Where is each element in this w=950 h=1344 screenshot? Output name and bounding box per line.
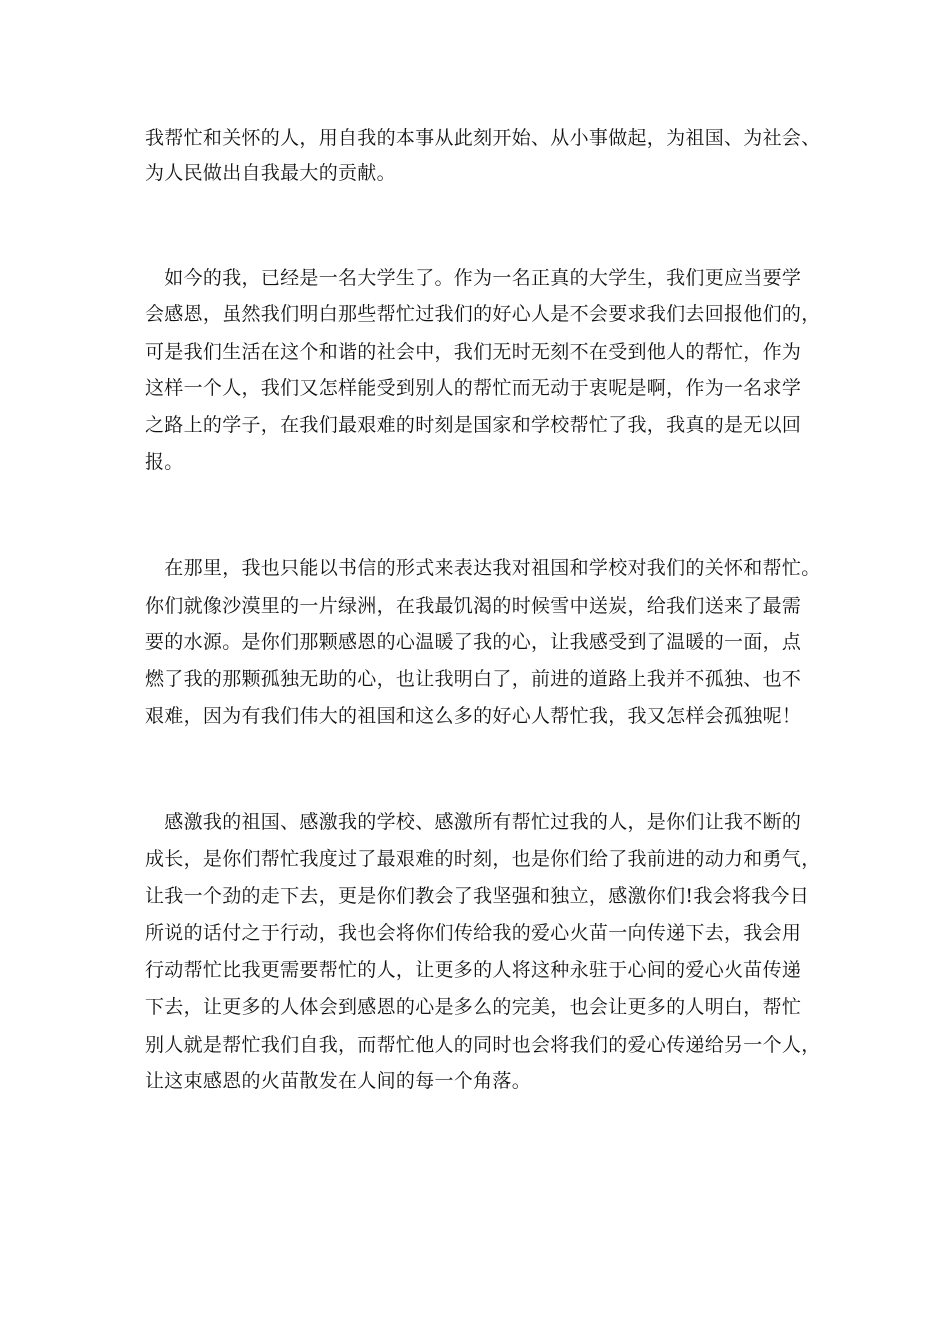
text-line: 我帮忙和关怀的人，用自我的本事从此刻开始、从小事做起，为祖国、为社会、 — [145, 127, 821, 149]
text-line: 在那里，我也只能以书信的形式来表达我对祖国和学校对我们的关怀和帮忙。 — [145, 557, 821, 579]
text-line: 让我一个劲的走下去，更是你们教会了我坚强和独立，感激你们!我会将我今日 — [145, 885, 810, 907]
text-line: 艰难，因为有我们伟大的祖国和这么多的好心人帮忙我，我又怎样会孤独呢！ — [145, 705, 802, 727]
text-line: 你们就像沙漠里的一片绿洲，在我最饥渴的时候雪中送炭，给我们送来了最需 — [145, 595, 802, 617]
text-line: 报。 — [145, 451, 184, 473]
text-line: 之路上的学子，在我们最艰难的时刻是国家和学校帮忙了我，我真的是无以回 — [145, 414, 802, 436]
text-line: 成长，是你们帮忙我度过了最艰难的时刻，也是你们给了我前进的动力和勇气， — [145, 848, 821, 870]
text-line: 会感恩，虽然我们明白那些帮忙过我们的好心人是不会要求我们去回报他们的， — [145, 303, 821, 325]
text-line: 为人民做出自我最大的贡献。 — [145, 162, 396, 184]
text-line: 可是我们生活在这个和谐的社会中，我们无时无刻不在受到他人的帮忙，作为 — [145, 341, 802, 363]
text-line: 行动帮忙比我更需要帮忙的人，让更多的人将这种永驻于心间的爱心火苗传递 — [145, 959, 802, 981]
text-line: 燃了我的那颗孤独无助的心，也让我明白了，前进的道路上我并不孤独、也不 — [145, 668, 802, 690]
text-line: 如今的我，已经是一名大学生了。作为一名正真的大学生，我们更应当要学 — [145, 267, 802, 289]
text-line: 要的水源。是你们那颗感恩的心温暖了我的心，让我感受到了温暖的一面，点 — [145, 631, 802, 653]
text-line: 下去，让更多的人体会到感恩的心是多么的完美，也会让更多的人明白，帮忙 — [145, 996, 802, 1018]
text-line: 别人就是帮忙我们自我，而帮忙他人的同时也会将我们的爱心传递给另一个人， — [145, 1034, 821, 1056]
text-line: 感激我的祖国、感激我的学校、感激所有帮忙过我的人，是你们让我不断的 — [145, 811, 802, 833]
text-line: 这样一个人，我们又怎样能受到别人的帮忙而无动于衷呢是啊，作为一名求学 — [145, 377, 802, 399]
text-line: 让这束感恩的火苗散发在人间的每一个角落。 — [145, 1070, 532, 1092]
text-line: 所说的话付之于行动，我也会将你们传给我的爱心火苗一向传递下去，我会用 — [145, 922, 802, 944]
